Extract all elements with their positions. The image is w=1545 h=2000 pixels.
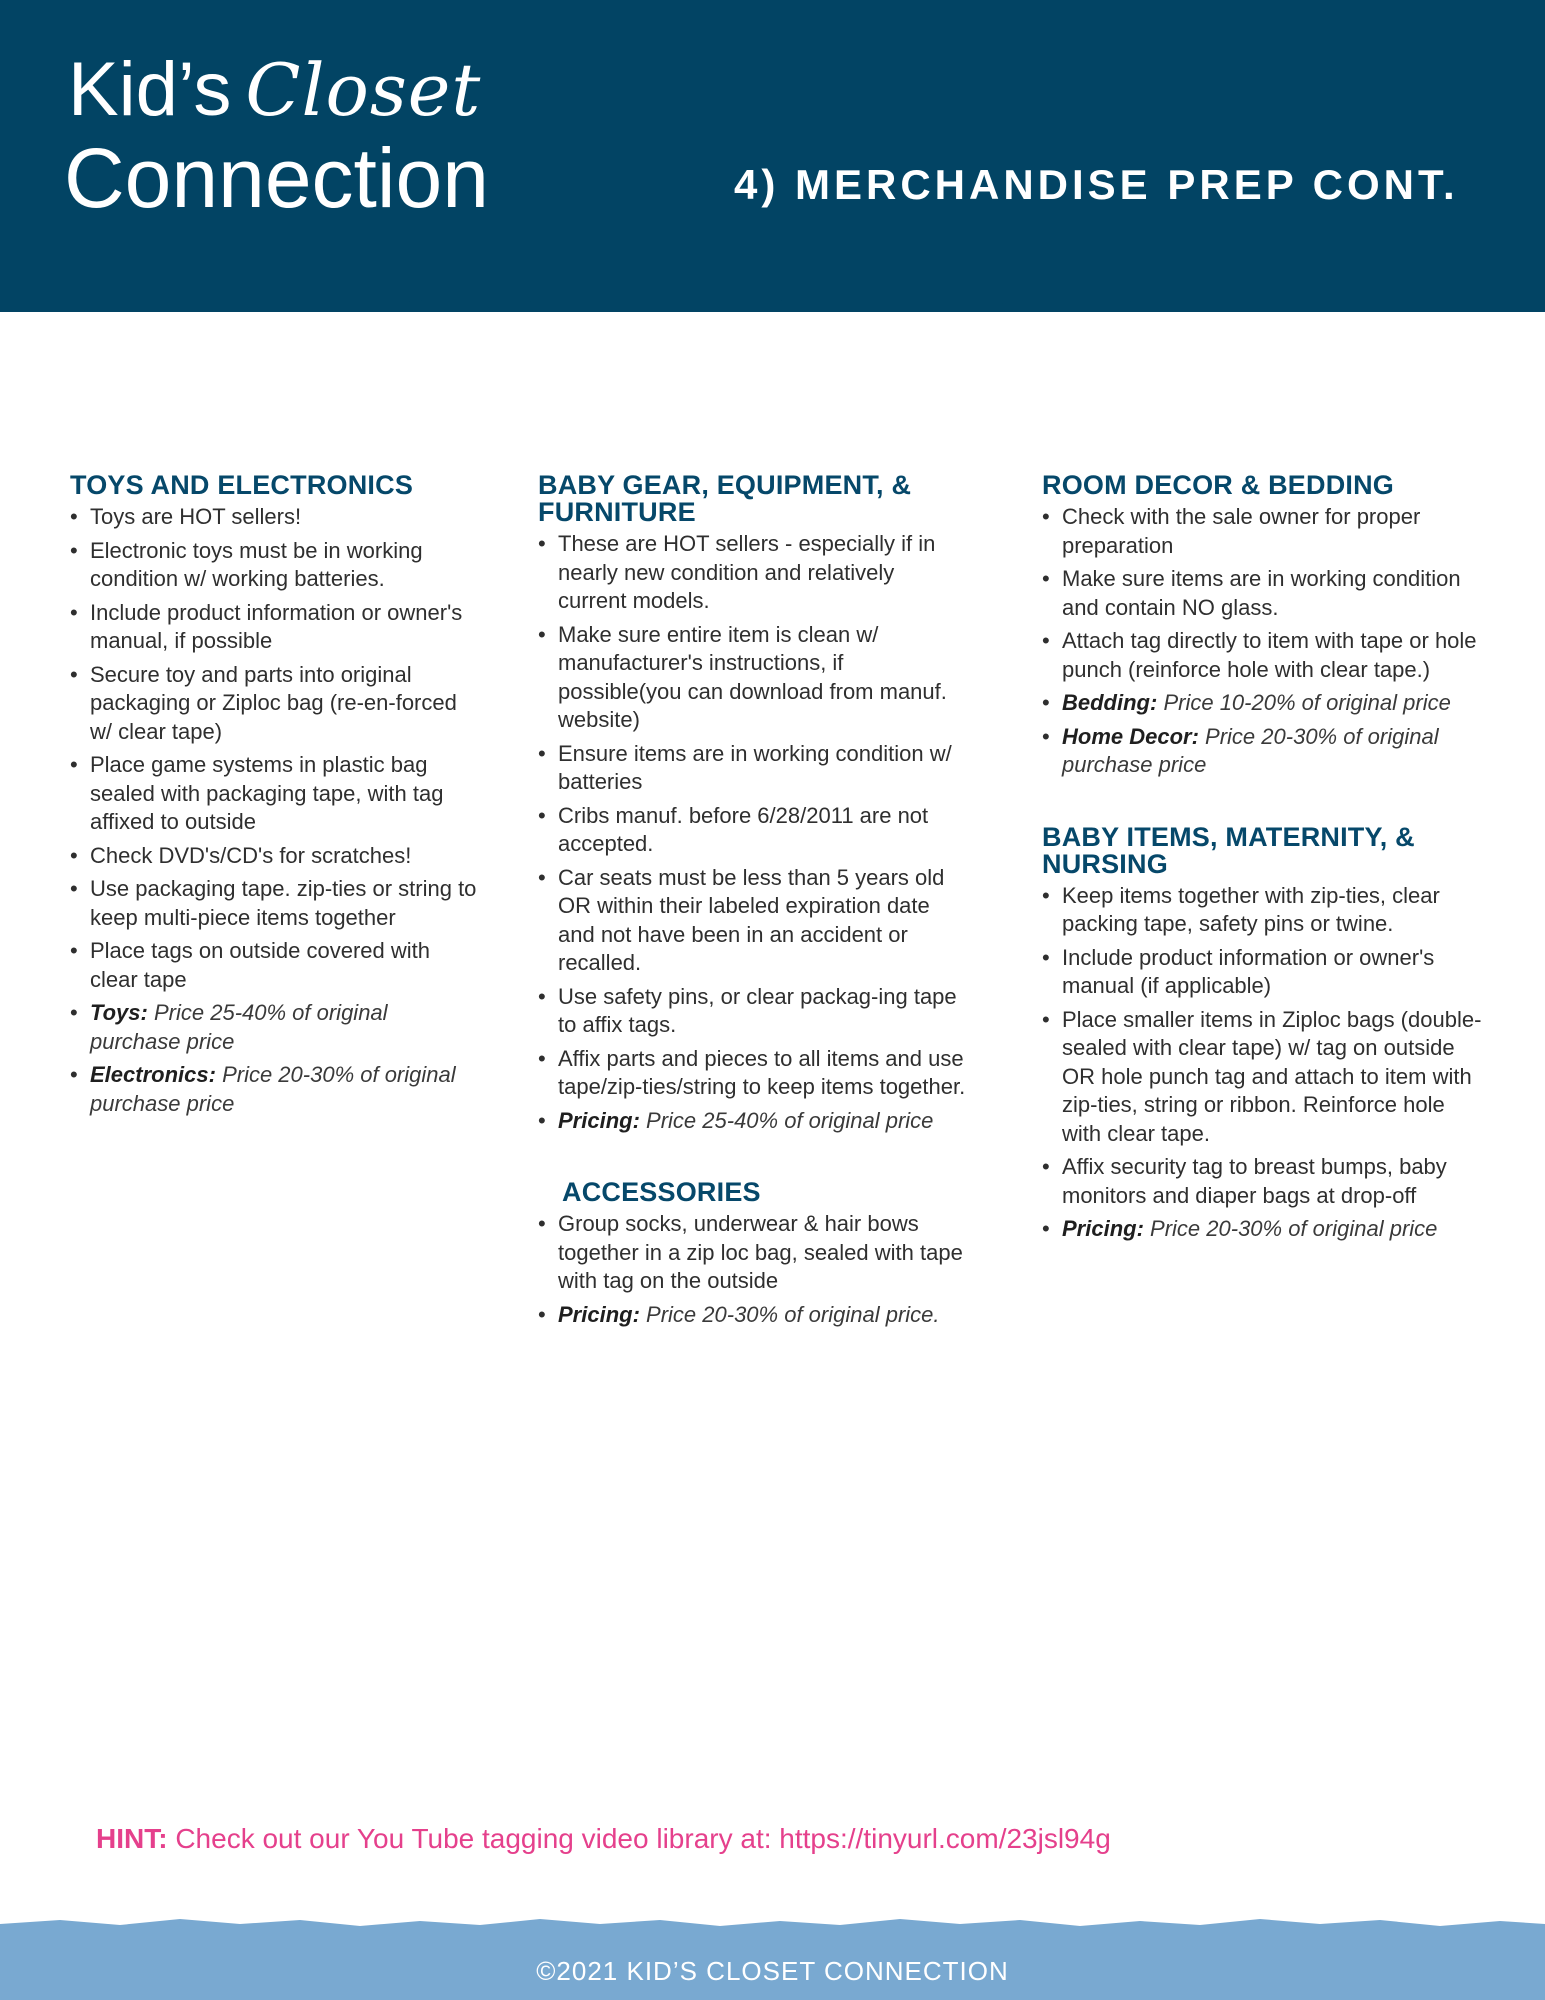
section-title: TOYS AND ELECTRONICS: [70, 470, 414, 500]
price-value: Price 10-20% of original price: [1163, 690, 1451, 715]
price-value: Price 20-30% of original purchase price: [1062, 723, 1439, 777]
section-baby-gear: [538, 472, 968, 1135]
section-room-decor: [1042, 472, 1482, 780]
logo-word-kids: Kid’s: [68, 47, 232, 132]
logo-word-closet: Closet: [245, 48, 482, 132]
section-baby-items: [1042, 821, 1482, 1244]
list-item: • Make sure entire item is clean w/ manufacturer's instructions, if possible(you can download from manuf. website): [538, 621, 968, 735]
list-item: • Attach tag directly to item with tape or hole punch (reinforce hole with clear tape.): [1042, 627, 1482, 684]
price-item: [70, 999, 480, 1056]
price-value: Price 25-40% of original purchase price: [90, 1000, 388, 1054]
price-label: Pricing:: [1062, 1216, 1144, 1241]
list-item: • Cribs manuf. before 6/28/2011 are not accepted.: [538, 802, 968, 859]
price-label: Bedding:: [1062, 690, 1158, 715]
section-title: ACCESSORIES: [562, 1177, 761, 1207]
price-item: [1042, 723, 1482, 780]
price-label: Pricing:: [558, 1107, 640, 1133]
list-item: • Affix parts and pieces to all items and use tape/zip-ties/string to keep items together.: [538, 1045, 968, 1102]
list-item: • Ensure items are in working condition w/ batteries: [538, 740, 968, 797]
price-label: Electronics:: [90, 1062, 216, 1087]
price-item: [1042, 1215, 1482, 1244]
section-accessories: [538, 1179, 968, 1329]
footer-copyright: ©2021 KID’S CLOSET CONNECTION: [536, 1956, 1009, 1986]
price-label: Home Decor:: [1062, 723, 1199, 749]
price-value: Price 20-30% of original purchase price: [90, 1062, 456, 1116]
list-item: • These are HOT sellers - especially if in nearly new condition and relatively current models.: [538, 530, 968, 616]
price-value: Price 20-30% of original price: [1150, 1216, 1438, 1241]
header-torn-edge: [0, 288, 1545, 328]
list-item: • Include product information or owner's manual, if possible: [70, 599, 480, 656]
logo: [68, 47, 482, 132]
list-item: • Electronic toys must be in working condition w/ working batteries.: [70, 537, 480, 594]
bullet-list: [70, 503, 480, 1118]
price-item: [1042, 689, 1482, 718]
list-item: • Affix security tag to breast bumps, baby monitors and diaper bags at drop-off: [1042, 1153, 1482, 1210]
list-item: • Check DVD's/CD's for scratches!: [70, 842, 480, 871]
price-value: Price 25-40% of original price: [646, 1107, 934, 1133]
section-title: ROOM DECOR & BEDDING: [1042, 470, 1395, 500]
price-label: Pricing:: [558, 1301, 640, 1327]
bullet-list: [1042, 503, 1482, 780]
hint-line: [96, 1823, 1111, 1855]
list-item: • Car seats must be less than 5 years old OR within their labeled expiration date and not have been in an accident or recalled.: [538, 864, 968, 978]
bullet-list: [538, 1210, 968, 1329]
hint-label: HINT:: [96, 1823, 168, 1854]
list-item: • Secure toy and parts into original packaging or Ziploc bag (re-en-forced w/ clear tape): [70, 661, 480, 747]
page-title: 4) MERCHANDISE PREP CONT.: [734, 161, 1459, 208]
hint-text: Check out our You Tube tagging video library at: https://tinyurl.com/23jsl94g: [175, 1823, 1111, 1854]
list-item: • Place tags on outside covered with clear tape: [70, 937, 480, 994]
column-middle: [538, 472, 968, 1373]
logo-word-connection: Connection: [64, 131, 489, 225]
list-item: • Place game systems in plastic bag sealed with packaging tape, with tag affixed to outside: [70, 751, 480, 837]
column-right: [1042, 472, 1482, 1288]
price-item: [538, 1107, 968, 1136]
price-value: Price 20-30% of original price.: [646, 1301, 940, 1327]
list-item: • Use safety pins, or clear packag-ing tape to affix tags.: [538, 983, 968, 1040]
list-item: • Include product information or owner's manual (if applicable): [1042, 944, 1482, 1001]
column-left: [70, 472, 480, 1162]
bullet-list: [1042, 882, 1482, 1244]
bullet-list: [538, 530, 968, 1135]
price-item: [70, 1061, 480, 1118]
section-title: BABY ITEMS, MATERNITY, & NURSING: [1042, 821, 1415, 879]
list-item: • Group socks, underwear & hair bows together in a zip loc bag, sealed with tape with tag on the outside: [538, 1210, 968, 1296]
price-label: Toys:: [90, 1000, 148, 1025]
list-item: • Use packaging tape. zip-ties or string to keep multi-piece items together: [70, 875, 480, 932]
list-item: • Check with the sale owner for proper preparation: [1042, 503, 1482, 560]
list-item: • Place smaller items in Ziploc bags (double-sealed with clear tape) w/ tag on outside OR hole punch tag and attach to item with zip-ties, string or ribbon. Reinforce hole with clear tape.: [1042, 1006, 1482, 1149]
list-item: • Make sure items are in working condition and contain NO glass.: [1042, 565, 1482, 622]
list-item: • Toys are HOT sellers!: [70, 503, 480, 532]
price-item: [538, 1301, 968, 1330]
section-title: BABY GEAR, EQUIPMENT, & FURNITURE: [538, 470, 912, 527]
section-toys-electronics: [70, 472, 480, 1118]
list-item: • Keep items together with zip-ties, clear packing tape, safety pins or twine.: [1042, 882, 1482, 939]
